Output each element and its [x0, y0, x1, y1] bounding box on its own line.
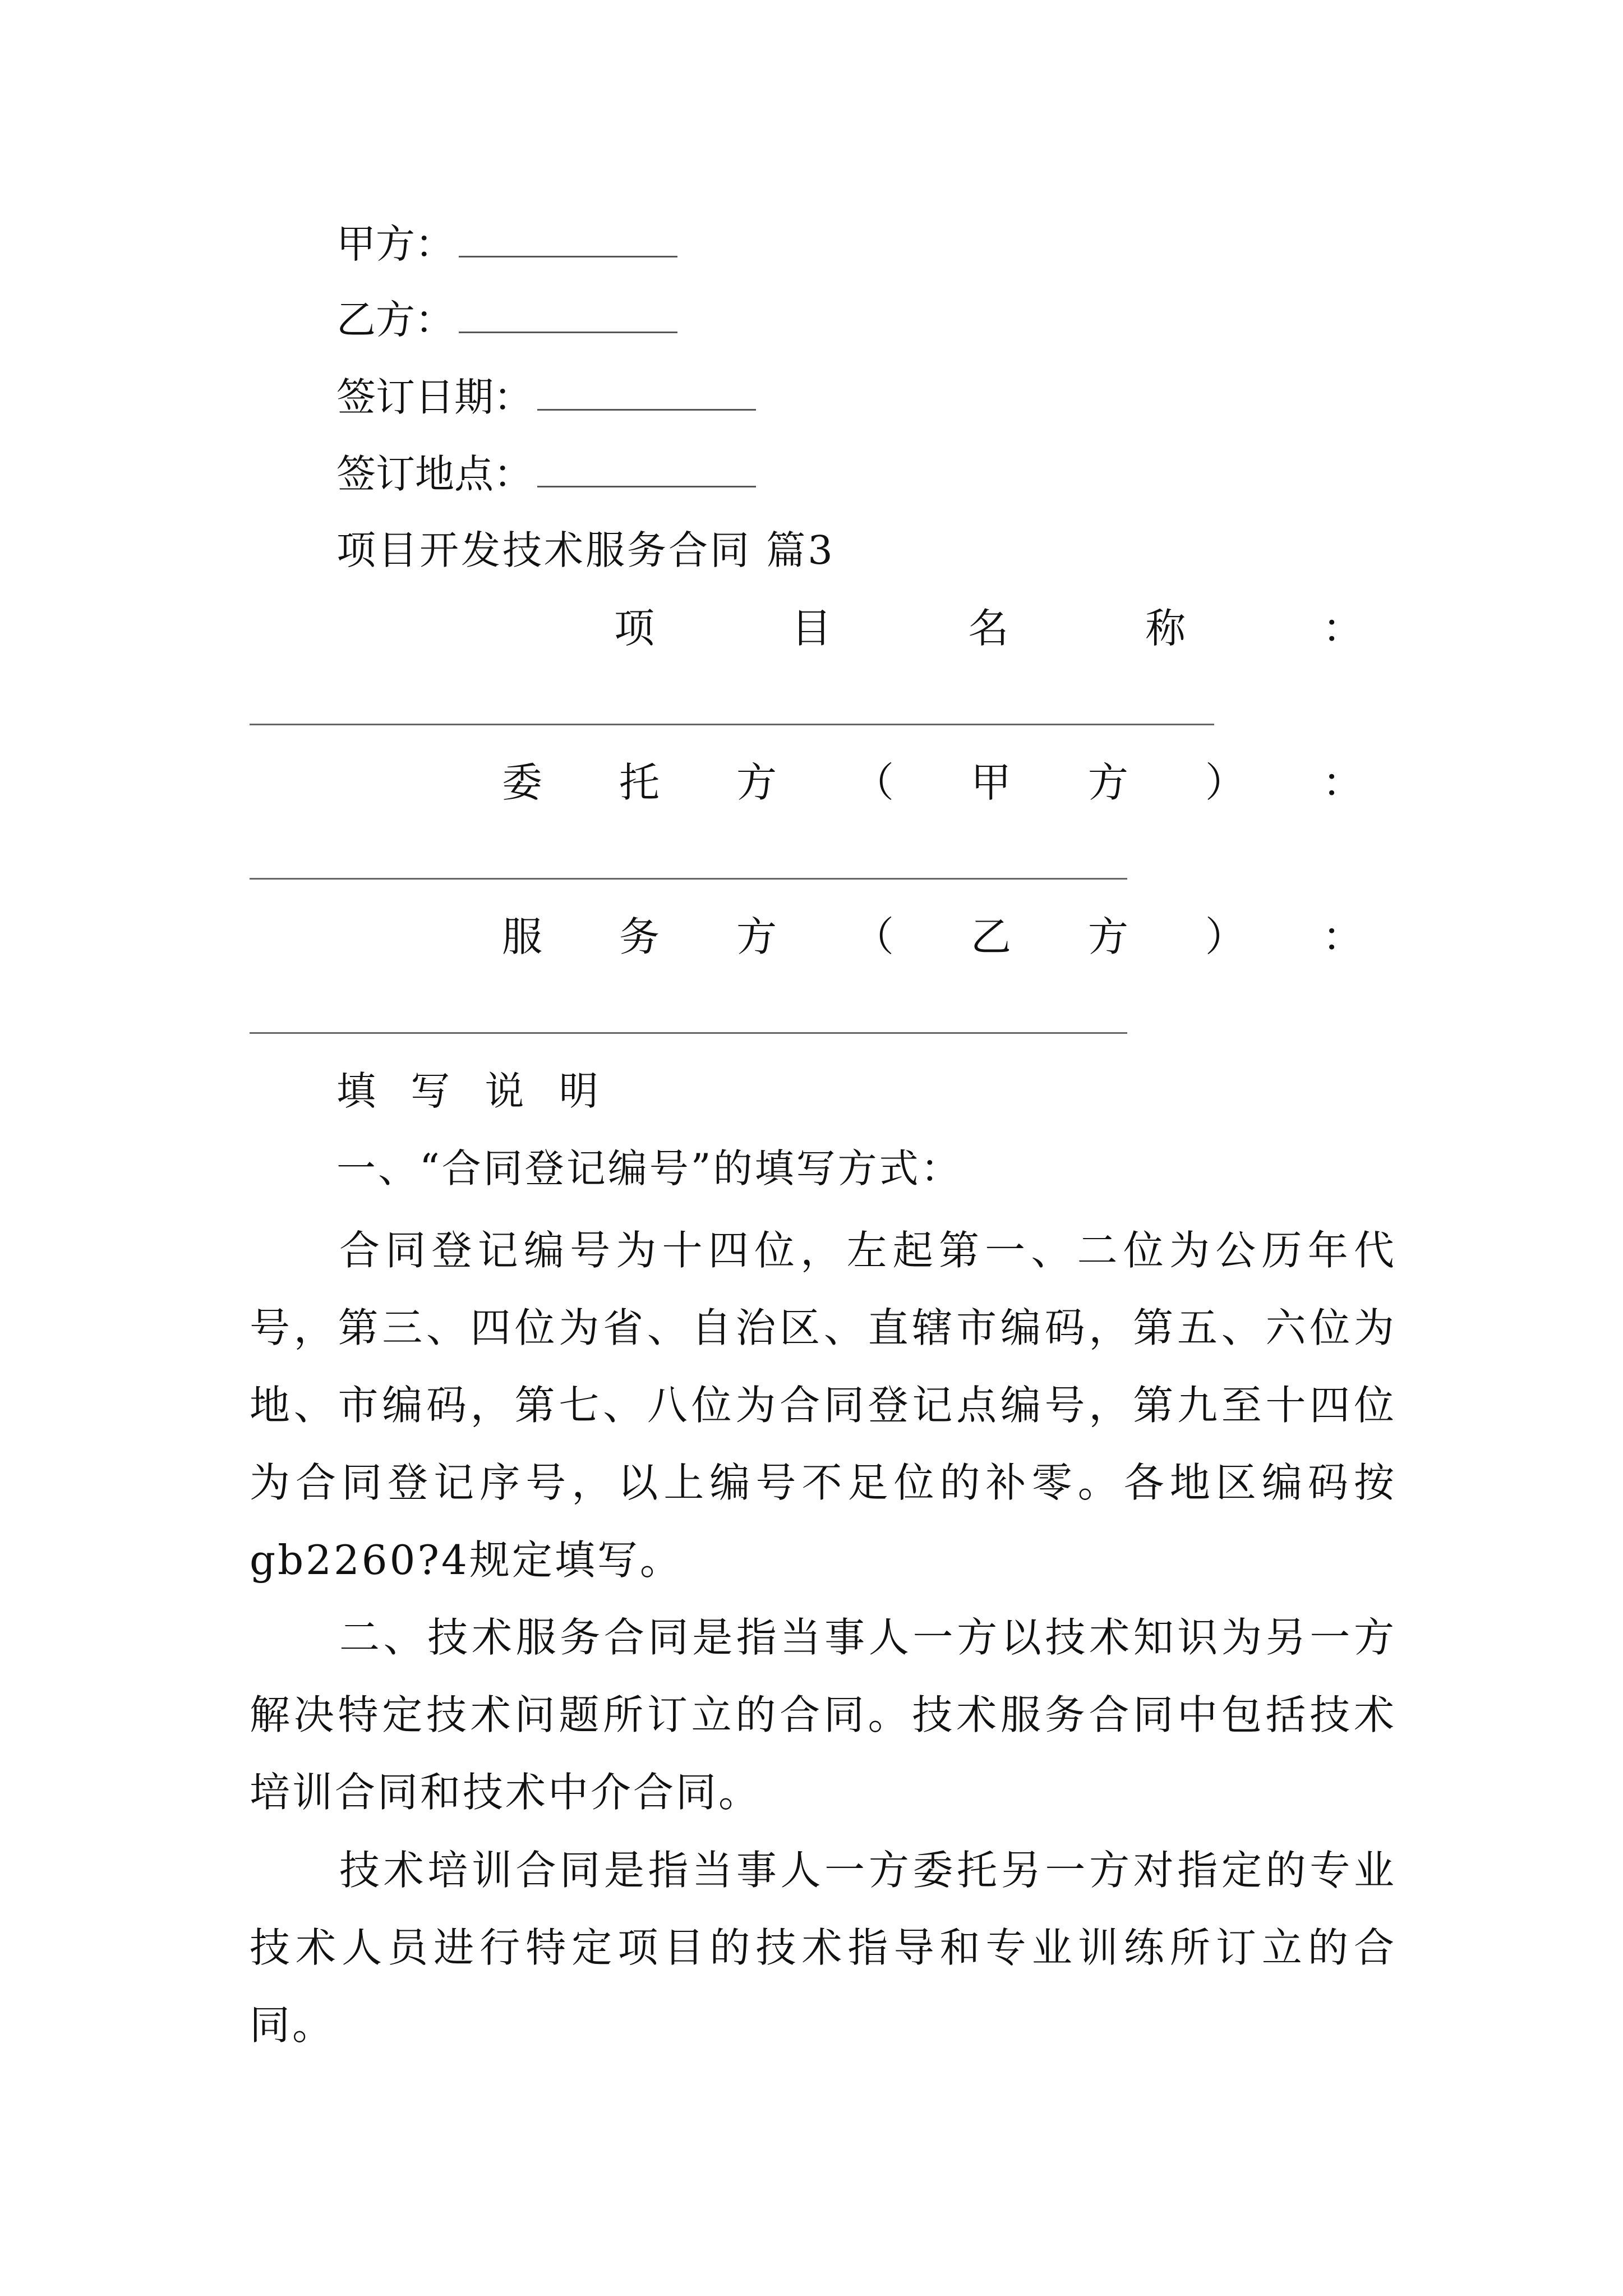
- provider-char: 务: [619, 913, 660, 960]
- provider-char: 方: [736, 913, 777, 960]
- client-char: 方: [1087, 759, 1128, 806]
- party-a-label: 甲方：: [336, 221, 454, 267]
- client-row: [502, 757, 1363, 808]
- provider-colon: ：: [1322, 913, 1363, 960]
- provider-char: 服: [502, 913, 543, 960]
- project-name-char: 项: [614, 605, 655, 652]
- party-a-field: [336, 219, 677, 269]
- client-char: 方: [736, 759, 777, 806]
- client-blank: [250, 878, 1127, 880]
- project-name-char: 称: [1145, 605, 1186, 652]
- party-b-label: 乙方：: [336, 297, 454, 343]
- provider-row: [502, 912, 1363, 962]
- party-a-blank: [459, 222, 677, 257]
- project-name-colon: ：: [1322, 605, 1363, 652]
- paragraph-registration-number: 合同登记编号为十四位，左起第一、二位为公历年代号，第三、四位为省、自治区、直辖市编码，第五、六位为地、市编码，第七、八位为合同登记点编号，第九至十四位为合同登记序号，以上编号不足位的补零。各地区编码按gb2260?4规定填写。: [250, 1227, 1396, 1584]
- sign-place-field: [336, 449, 756, 499]
- sign-date-field: [336, 372, 756, 422]
- party-b-field: [336, 295, 677, 345]
- provider-char: 乙: [970, 913, 1011, 960]
- sign-date-blank: [537, 375, 756, 411]
- client-char: 托: [619, 759, 660, 806]
- project-name-row: [614, 603, 1363, 654]
- project-name-char: 目: [791, 605, 832, 652]
- client-char: 甲: [970, 759, 1011, 806]
- client-char: 委: [502, 759, 543, 806]
- sign-date-label: 签订日期：: [336, 374, 533, 420]
- sign-place-label: 签订地点：: [336, 451, 533, 497]
- provider-char: （: [853, 913, 894, 960]
- paragraph-technical-training: 技术培训合同是指当事人一方委托另一方对指定的专业技术人员进行特定项目的技术指导和专业训练所订立的合同。: [250, 1847, 1396, 2049]
- provider-char: ）: [1205, 913, 1246, 960]
- project-name-blank: [250, 724, 1214, 725]
- client-char: （: [853, 759, 894, 806]
- item1-heading: 一、“合同登记编号”的填写方式：: [336, 1145, 962, 1191]
- sign-place-blank: [537, 452, 756, 487]
- party-b-blank: [459, 298, 677, 333]
- instructions-title: 填 写 说 明: [336, 1068, 610, 1114]
- project-name-char: 名: [968, 605, 1009, 652]
- section-title: 项目开发技术服务合同 篇3: [336, 527, 835, 573]
- client-char: ）: [1205, 759, 1246, 806]
- provider-blank: [250, 1032, 1127, 1034]
- client-colon: ：: [1322, 759, 1363, 806]
- paragraph-technical-service: 二、技术服务合同是指当事人一方以技术知识为另一方解决特定技术问题所订立的合同。技术服务合同中包括技术培训合同和技术中介合同。: [250, 1614, 1396, 1816]
- provider-char: 方: [1087, 913, 1128, 960]
